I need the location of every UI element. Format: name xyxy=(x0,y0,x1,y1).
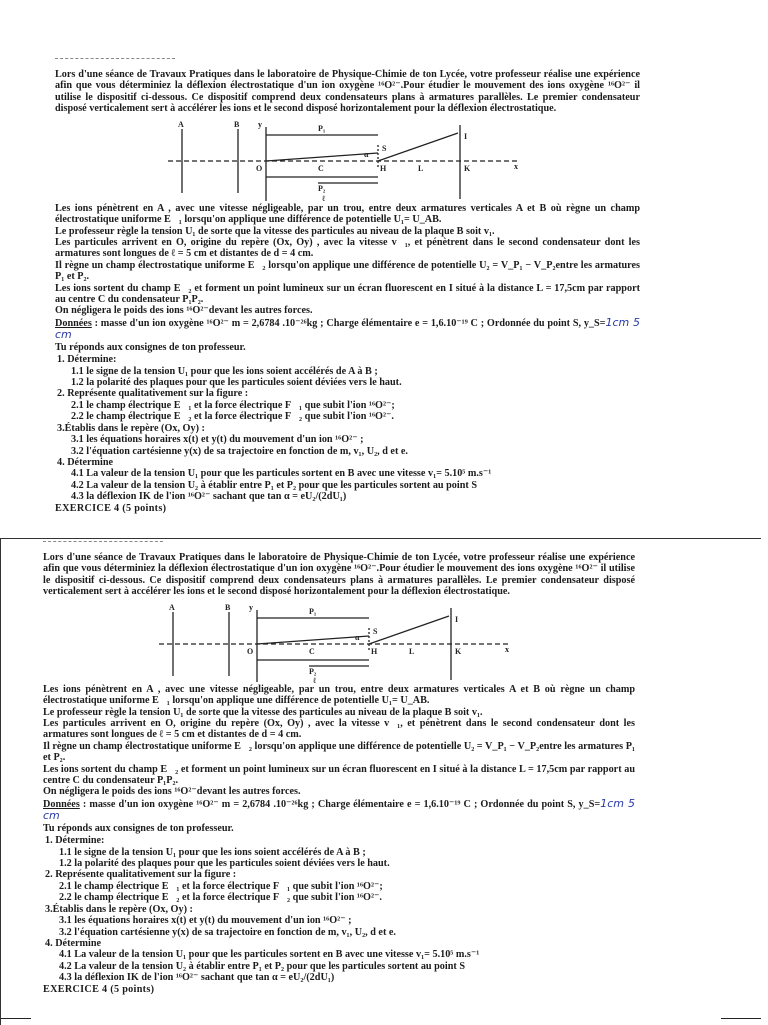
label-A: A xyxy=(177,120,184,129)
statement-line: Il règne un champ électrostatique uniforme E⃗₂ lorsqu'on applique une différence de potentielle U₂ = V_P₁ − V_P₂entre les armatures P₁ et P₂. xyxy=(55,259,640,283)
cropped-header xyxy=(43,541,163,550)
label-H: H xyxy=(379,163,386,173)
question-list xyxy=(43,835,635,983)
label-C: C xyxy=(309,646,315,656)
question-item: 4.3 la déflexion IK de l'ion ¹⁶O²⁻ sachant que tan α = eU₂/(2dU₁) xyxy=(59,972,335,984)
question-item: 4.1 La valeur de la tension U₁ pour que les particules sortent en B avec une vitesse v₁= 5.10⁵ m.s⁻¹ xyxy=(59,949,480,961)
statement-line: Les ions sortent du champ E⃗₂ et forment un point lumineux sur un écran fluorescent en I situé à la distance L = 17,5cm par rapport au centre C du condensateur P₁P₂. xyxy=(55,282,640,306)
label-ell: ℓ xyxy=(321,193,325,203)
question-item: 4.2 La valeur de la tension U₂ à établir entre P₁ et P₂ pour que les particules sortent au point S xyxy=(59,960,466,972)
handwritten-note: 1cm 5 cm xyxy=(43,796,635,823)
label-H: H xyxy=(371,646,378,656)
question-item: 1.1 le signe de la tension U₁ pour que les ions soient accélérés de A à B ; xyxy=(59,846,366,858)
donnees-label: Données xyxy=(43,798,80,810)
question-heading: 1. Détermine: xyxy=(45,835,105,847)
question-item: 2.2 le champ électrique E⃗₂ et la force électrique F⃗₂ que subit l'ion ¹⁶O²⁻. xyxy=(71,411,394,423)
statement-line: Le professeur règle la tension U₁ de sorte que la vitesse des particules au niveau de la plaque B soit v₁. xyxy=(43,706,483,718)
label-L: L xyxy=(409,646,415,656)
question-item: 1.2 la polarité des plaques pour que les particules soient déviées vers le haut. xyxy=(71,377,402,389)
question-item: 4.1 La valeur de la tension U₁ pour que les particules sortent en B avec une vitesse v₁= 5.10⁵ m.s⁻¹ xyxy=(71,468,492,480)
statement-line: Le professeur règle la tension U₁ de sorte que la vitesse des particules au niveau de la plaque B soit v₁. xyxy=(55,225,495,237)
question-heading: 4. Détermine xyxy=(45,937,102,949)
question-item: 2.1 le champ électrique E⃗₁ et la force électrique F⃗₁ que subit l'ion ¹⁶O²⁻; xyxy=(71,399,395,411)
label-P2: P₂ xyxy=(309,666,317,676)
page-edge-mark xyxy=(1,1018,31,1020)
statement-paragraph xyxy=(43,684,635,834)
statement-line: On négligera le poids des ions ¹⁶O²⁻devant les autres forces. xyxy=(43,786,301,798)
statement-line: Les ions pénètrent en A , avec une vitesse négligeable, par un trou, entre deux armatures verticales A et B où règne un champ électrostatique uniforme E⃗₁ lorsqu'on applique une différence de potentielle U₁= U_AB. xyxy=(43,683,635,707)
question-heading: 2. Représente qualitativement sur la figure : xyxy=(45,869,237,881)
label-I: I xyxy=(463,131,467,141)
question-heading: 4. Détermine xyxy=(57,456,114,468)
question-item: 3.1 les équations horaires x(t) et y(t) du mouvement d'un ion ¹⁶O²⁻ ; xyxy=(71,434,364,446)
label-K: K xyxy=(455,646,462,656)
question-heading: 2. Représente qualitativement sur la figure : xyxy=(57,388,249,400)
label-ell: ℓ xyxy=(313,675,316,684)
question-item: 2.1 le champ électrique E⃗₁ et la force électrique F⃗₁ que subit l'ion ¹⁶O²⁻; xyxy=(59,880,383,892)
data-line xyxy=(43,798,635,823)
document-body xyxy=(43,541,635,995)
document-body xyxy=(55,58,640,514)
label-P2: P₂ xyxy=(317,183,325,193)
label-A: A xyxy=(169,603,175,612)
scan-page-bottom xyxy=(0,538,761,1025)
label-x: x xyxy=(505,644,509,654)
label-alpha: α xyxy=(363,149,368,159)
label-y: y xyxy=(257,120,262,129)
statement-line: Les ions sortent du champ E⃗₂ et forment un point lumineux sur un écran fluorescent en I situé à la distance L = 17,5cm par rapport au centre C du condensateur P₁P₂. xyxy=(43,763,635,787)
cropped-header xyxy=(55,58,175,67)
label-P1: P₁ xyxy=(309,606,317,616)
label-L: L xyxy=(417,163,423,173)
label-alpha: α xyxy=(355,632,360,642)
label-B: B xyxy=(225,603,231,612)
exercise-heading: EXERCICE 4 (5 points) xyxy=(43,983,155,995)
page-edge-mark xyxy=(721,1018,761,1020)
deflection-diagram xyxy=(168,121,528,203)
question-list xyxy=(55,354,640,502)
handwritten-note: 1cm 5 cm xyxy=(55,315,640,342)
question-item: 1.2 la polarité des plaques pour que les particules soient déviées vers le haut. xyxy=(59,858,390,870)
statement-line: On négligera le poids des ions ¹⁶O²⁻devant les autres forces. xyxy=(55,305,313,317)
donnees-text: : masse d'un ion oxygène ¹⁶O²⁻ m = 2,6784 .10⁻²⁶kg ; Charge élémentaire e = 1,6.10⁻¹⁹ C ; Ordonnée du point S, y_S= xyxy=(91,317,606,329)
data-line xyxy=(55,317,640,342)
statement-line: Les ions pénètrent en A , avec une vitesse négligeable, par un trou, entre deux armatures verticales A et B où règne un champ électrostatique uniforme E⃗₁ lorsqu'on applique une différence de potentielle U₁= U_AB. xyxy=(55,202,640,226)
label-S: S xyxy=(381,143,386,153)
label-P1: P₁ xyxy=(317,123,325,133)
question-heading: 3.Établis dans le repère (Ox, Oy) : xyxy=(45,903,193,915)
label-O: O xyxy=(247,646,254,656)
label-y: y xyxy=(249,603,253,612)
label-C: C xyxy=(317,163,324,173)
question-item: 4.3 la déflexion IK de l'ion ¹⁶O²⁻ sachant que tan α = eU₂/(2dU₁) xyxy=(71,491,347,503)
label-O: O xyxy=(255,163,262,173)
statement-paragraph xyxy=(55,203,640,353)
question-item: 2.2 le champ électrique E⃗₂ et la force électrique F⃗₂ que subit l'ion ¹⁶O²⁻. xyxy=(59,892,382,904)
deflection-diagram xyxy=(159,604,519,684)
label-I: I xyxy=(455,614,459,624)
consignes-line: Tu réponds aux consignes de ton professeur. xyxy=(55,341,246,353)
consignes-line: Tu réponds aux consignes de ton professeur. xyxy=(43,822,234,834)
question-heading: 3.Établis dans le repère (Ox, Oy) : xyxy=(57,422,205,434)
statement-line: Il règne un champ électrostatique uniforme E⃗₂ lorsqu'on applique une différence de potentielle U₂ = V_P₁ − V_P₂entre les armatures P₁ et P₂. xyxy=(43,740,635,764)
donnees-label: Données xyxy=(55,317,92,329)
question-item: 1.1 le signe de la tension U₁ pour que les ions soient accélérés de A à B ; xyxy=(71,365,378,377)
question-item: 3.2 l'équation cartésienne y(x) de sa trajectoire en fonction de m, v₁, U₂, d et e. xyxy=(71,445,408,457)
exercise-heading: EXERCICE 4 (5 points) xyxy=(55,502,167,514)
intro-paragraph: Lors d'une séance de Travaux Pratiques dans le laboratoire de Physique-Chimie de ton Lycée, votre professeur réalise une expérience afin que vous déterminiez la déflexion électrostatique d'un ion oxygène ¹⁶O²⁻.Pour étudier le mouvement des ions oxygène ¹⁶O²⁻ il utilise le dispositif ci-dessous. Ce dispositif comprend deux condensateurs plans à armatures parallèles. Le premier condensateur disposé verticalement sert à accélérer les ions et le second disposé horizontalement pour la déflexion électrostatique. xyxy=(43,552,635,598)
statement-line: Les particules arrivent en O, origine du repère (Ox, Oy) , avec la vitesse v⃗₁, et pénètrent dans le second condensateur dont les armatures sont longues de ℓ = 5 cm et distantes de d = 4 cm. xyxy=(55,236,640,260)
label-B: B xyxy=(233,120,239,129)
label-S: S xyxy=(373,626,378,636)
label-x: x xyxy=(513,161,518,171)
question-item: 3.2 l'équation cartésienne y(x) de sa trajectoire en fonction de m, v₁, U₂, d et e. xyxy=(59,926,396,938)
statement-line: Les particules arrivent en O, origine du repère (Ox, Oy) , avec la vitesse v⃗₁, et pénètrent dans le second condensateur dont les armatures sont longues de ℓ = 5 cm et distantes de d = 4 cm. xyxy=(43,717,635,741)
label-K: K xyxy=(463,163,470,173)
question-item: 4.2 La valeur de la tension U₂ à établir entre P₁ et P₂ pour que les particules sortent au point S xyxy=(71,479,478,491)
question-item: 3.1 les équations horaires x(t) et y(t) du mouvement d'un ion ¹⁶O²⁻ ; xyxy=(59,915,352,927)
donnees-text: : masse d'un ion oxygène ¹⁶O²⁻ m = 2,6784 .10⁻²⁶kg ; Charge élémentaire e = 1,6.10⁻¹⁹ C ; Ordonnée du point S, y_S= xyxy=(79,798,601,810)
intro-paragraph: Lors d'une séance de Travaux Pratiques dans le laboratoire de Physique-Chimie de ton Lycée, votre professeur réalise une expérience afin que vous déterminiez la déflexion électrostatique d'un ion oxygène ¹⁶O²⁻.Pour étudier le mouvement des ions oxygène ¹⁶O²⁻ il utilise le dispositif ci-dessous. Ce dispositif comprend deux condensateurs plans à armatures parallèles. Le premier condensateur disposé verticalement sert à accélérer les ions et le second disposé horizontalement pour la déflexion électrostatique. xyxy=(55,69,640,115)
question-heading: 1. Détermine: xyxy=(57,354,117,366)
